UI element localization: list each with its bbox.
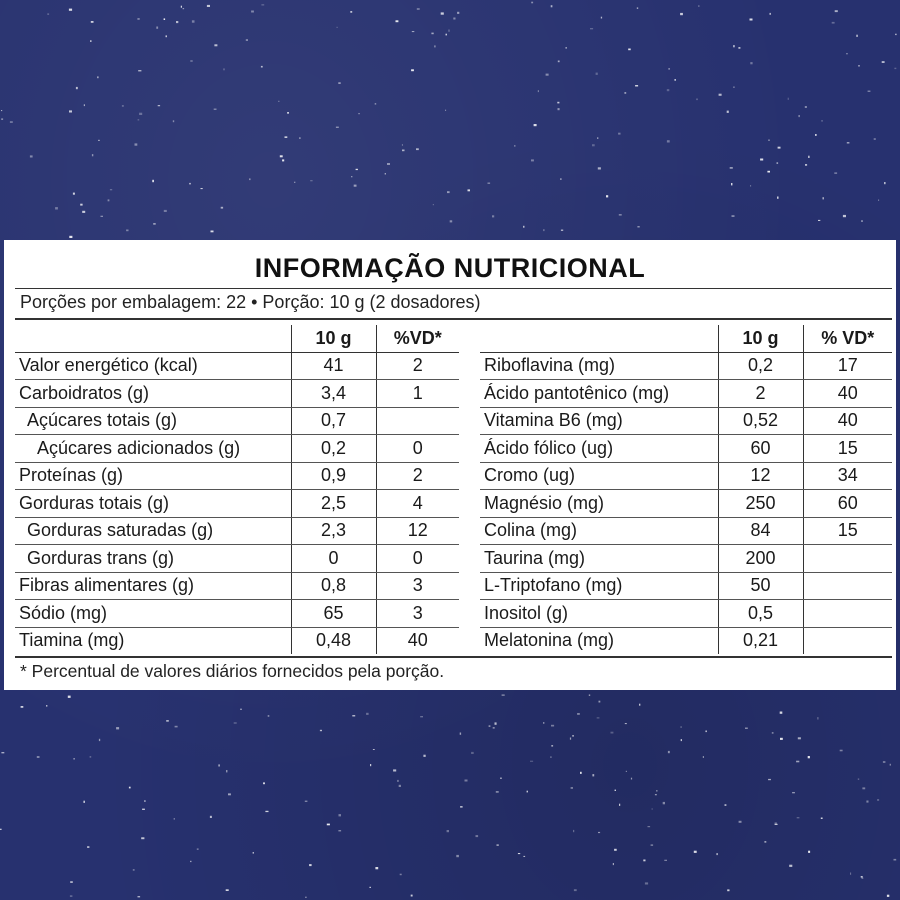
table-row: [15, 572, 459, 600]
nutrient-amount: 0,9: [291, 462, 376, 490]
nutrient-label: Colina (mg): [480, 517, 718, 545]
nutrient-daily-value: 0: [376, 435, 459, 463]
nutrient-label: Vitamina B6 (mg): [480, 407, 718, 435]
nutrient-label: Ácido fólico (ug): [480, 435, 718, 463]
table-header-row: [480, 325, 892, 352]
header-vd-cell: %VD*: [376, 325, 459, 352]
table-row: [15, 352, 459, 380]
table-row: [480, 380, 892, 408]
nutrient-label: Fibras alimentares (g): [15, 572, 291, 600]
nutrition-facts-panel: [4, 240, 896, 690]
nutrient-amount: 2,5: [291, 490, 376, 518]
nutrient-label: Valor energético (kcal): [15, 352, 291, 380]
table-row: [15, 545, 459, 573]
table-row: [15, 490, 459, 518]
nutrient-amount: 0,8: [291, 572, 376, 600]
divider: [15, 656, 892, 658]
nutrient-label: Cromo (ug): [480, 462, 718, 490]
nutrient-amount: 0,2: [291, 435, 376, 463]
nutrient-amount: 12: [718, 462, 803, 490]
nutrient-daily-value: 1: [376, 380, 459, 408]
table-row: [480, 462, 892, 490]
nutrient-label: Riboflavina (mg): [480, 352, 718, 380]
nutrient-table-right: [480, 325, 892, 654]
table-row: [15, 517, 459, 545]
nutrient-daily-value: [803, 572, 892, 600]
nutrient-label: Magnésio (mg): [480, 490, 718, 518]
table-row: [15, 407, 459, 435]
table-row: [480, 600, 892, 628]
table-row: [480, 517, 892, 545]
nutrient-daily-value: 2: [376, 352, 459, 380]
table-row: [15, 462, 459, 490]
divider: [15, 318, 892, 320]
nutrient-label: Gorduras trans (g): [15, 545, 291, 573]
table-row: [15, 627, 459, 654]
nutrient-label: Proteínas (g): [15, 462, 291, 490]
nutrient-daily-value: [803, 627, 892, 654]
nutrient-label: Sódio (mg): [15, 600, 291, 628]
nutrient-daily-value: 4: [376, 490, 459, 518]
nutrient-daily-value: 15: [803, 517, 892, 545]
nutrient-amount: 0,5: [718, 600, 803, 628]
nutrient-daily-value: 2: [376, 462, 459, 490]
table-row: [480, 572, 892, 600]
nutrient-amount: 0,21: [718, 627, 803, 654]
nutrient-amount: 0,52: [718, 407, 803, 435]
table-row: [15, 435, 459, 463]
nutrient-table-left: [15, 325, 459, 654]
table-header-row: [15, 325, 459, 352]
nutrient-daily-value: 17: [803, 352, 892, 380]
divider: [15, 288, 892, 289]
nutrient-daily-value: [376, 407, 459, 435]
nutrient-daily-value: 40: [803, 380, 892, 408]
nutrient-daily-value: [803, 545, 892, 573]
nutrient-amount: 50: [718, 572, 803, 600]
nutrient-amount: 84: [718, 517, 803, 545]
nutrient-daily-value: 3: [376, 572, 459, 600]
nutrient-daily-value: 15: [803, 435, 892, 463]
nutrient-daily-value: 40: [376, 627, 459, 654]
nutrient-daily-value: 0: [376, 545, 459, 573]
nutrient-amount: 41: [291, 352, 376, 380]
nutrient-amount: 2,3: [291, 517, 376, 545]
table-row: [480, 627, 892, 654]
nutrient-amount: 0,48: [291, 627, 376, 654]
table-row: [15, 600, 459, 628]
header-vd-cell: % VD*: [803, 325, 892, 352]
nutrient-label: L-Triptofano (mg): [480, 572, 718, 600]
nutrient-label: Açúcares totais (g): [15, 407, 291, 435]
nutrient-amount: 0,7: [291, 407, 376, 435]
nutrient-label: Melatonina (mg): [484, 630, 615, 651]
header-amount-cell: 10 g: [718, 325, 803, 352]
nutrient-daily-value: 12: [376, 517, 459, 545]
nutrient-label: Gorduras totais (g): [15, 490, 291, 518]
nutrient-amount: 200: [718, 545, 803, 573]
table-row: [480, 545, 892, 573]
footnote: * Percentual de valores diários fornecidos pela porção.: [20, 661, 445, 681]
nutrient-label: Inositol (g): [480, 600, 718, 628]
nutrient-daily-value: [803, 600, 892, 628]
header-label-cell: [480, 325, 718, 352]
nutrient-label: Açúcares adicionados (g): [15, 435, 291, 463]
nutrient-daily-value: 60: [803, 490, 892, 518]
nutrient-label: Carboidratos (g): [15, 380, 291, 408]
nutrient-label: Tiamina (mg): [19, 630, 125, 651]
table-row: [480, 490, 892, 518]
nutrient-amount: 60: [718, 435, 803, 463]
nutrient-daily-value: 34: [803, 462, 892, 490]
table-row: [480, 407, 892, 435]
nutrient-amount: 0: [291, 545, 376, 573]
table-row: [15, 380, 459, 408]
panel-title: INFORMAÇÃO NUTRICIONAL: [254, 253, 646, 283]
table-row: [480, 352, 892, 380]
nutrient-amount: 65: [291, 600, 376, 628]
nutrient-label: Gorduras saturadas (g): [15, 517, 291, 545]
header-amount-cell: 10 g: [291, 325, 376, 352]
header-label-cell: [15, 325, 291, 352]
nutrient-amount: 3,4: [291, 380, 376, 408]
nutrient-daily-value: 3: [376, 600, 459, 628]
nutrient-daily-value: 40: [803, 407, 892, 435]
nutrient-label: Taurina (mg): [480, 545, 718, 573]
nutrient-amount: 2: [718, 380, 803, 408]
portion-line: Porções por embalagem: 22 • Porção: 10 g (2 dosadores): [20, 292, 481, 312]
table-row: [480, 435, 892, 463]
nutrient-amount: 250: [718, 490, 803, 518]
nutrient-amount: 0,2: [718, 352, 803, 380]
nutrient-label: Ácido pantotênico (mg): [480, 380, 718, 408]
